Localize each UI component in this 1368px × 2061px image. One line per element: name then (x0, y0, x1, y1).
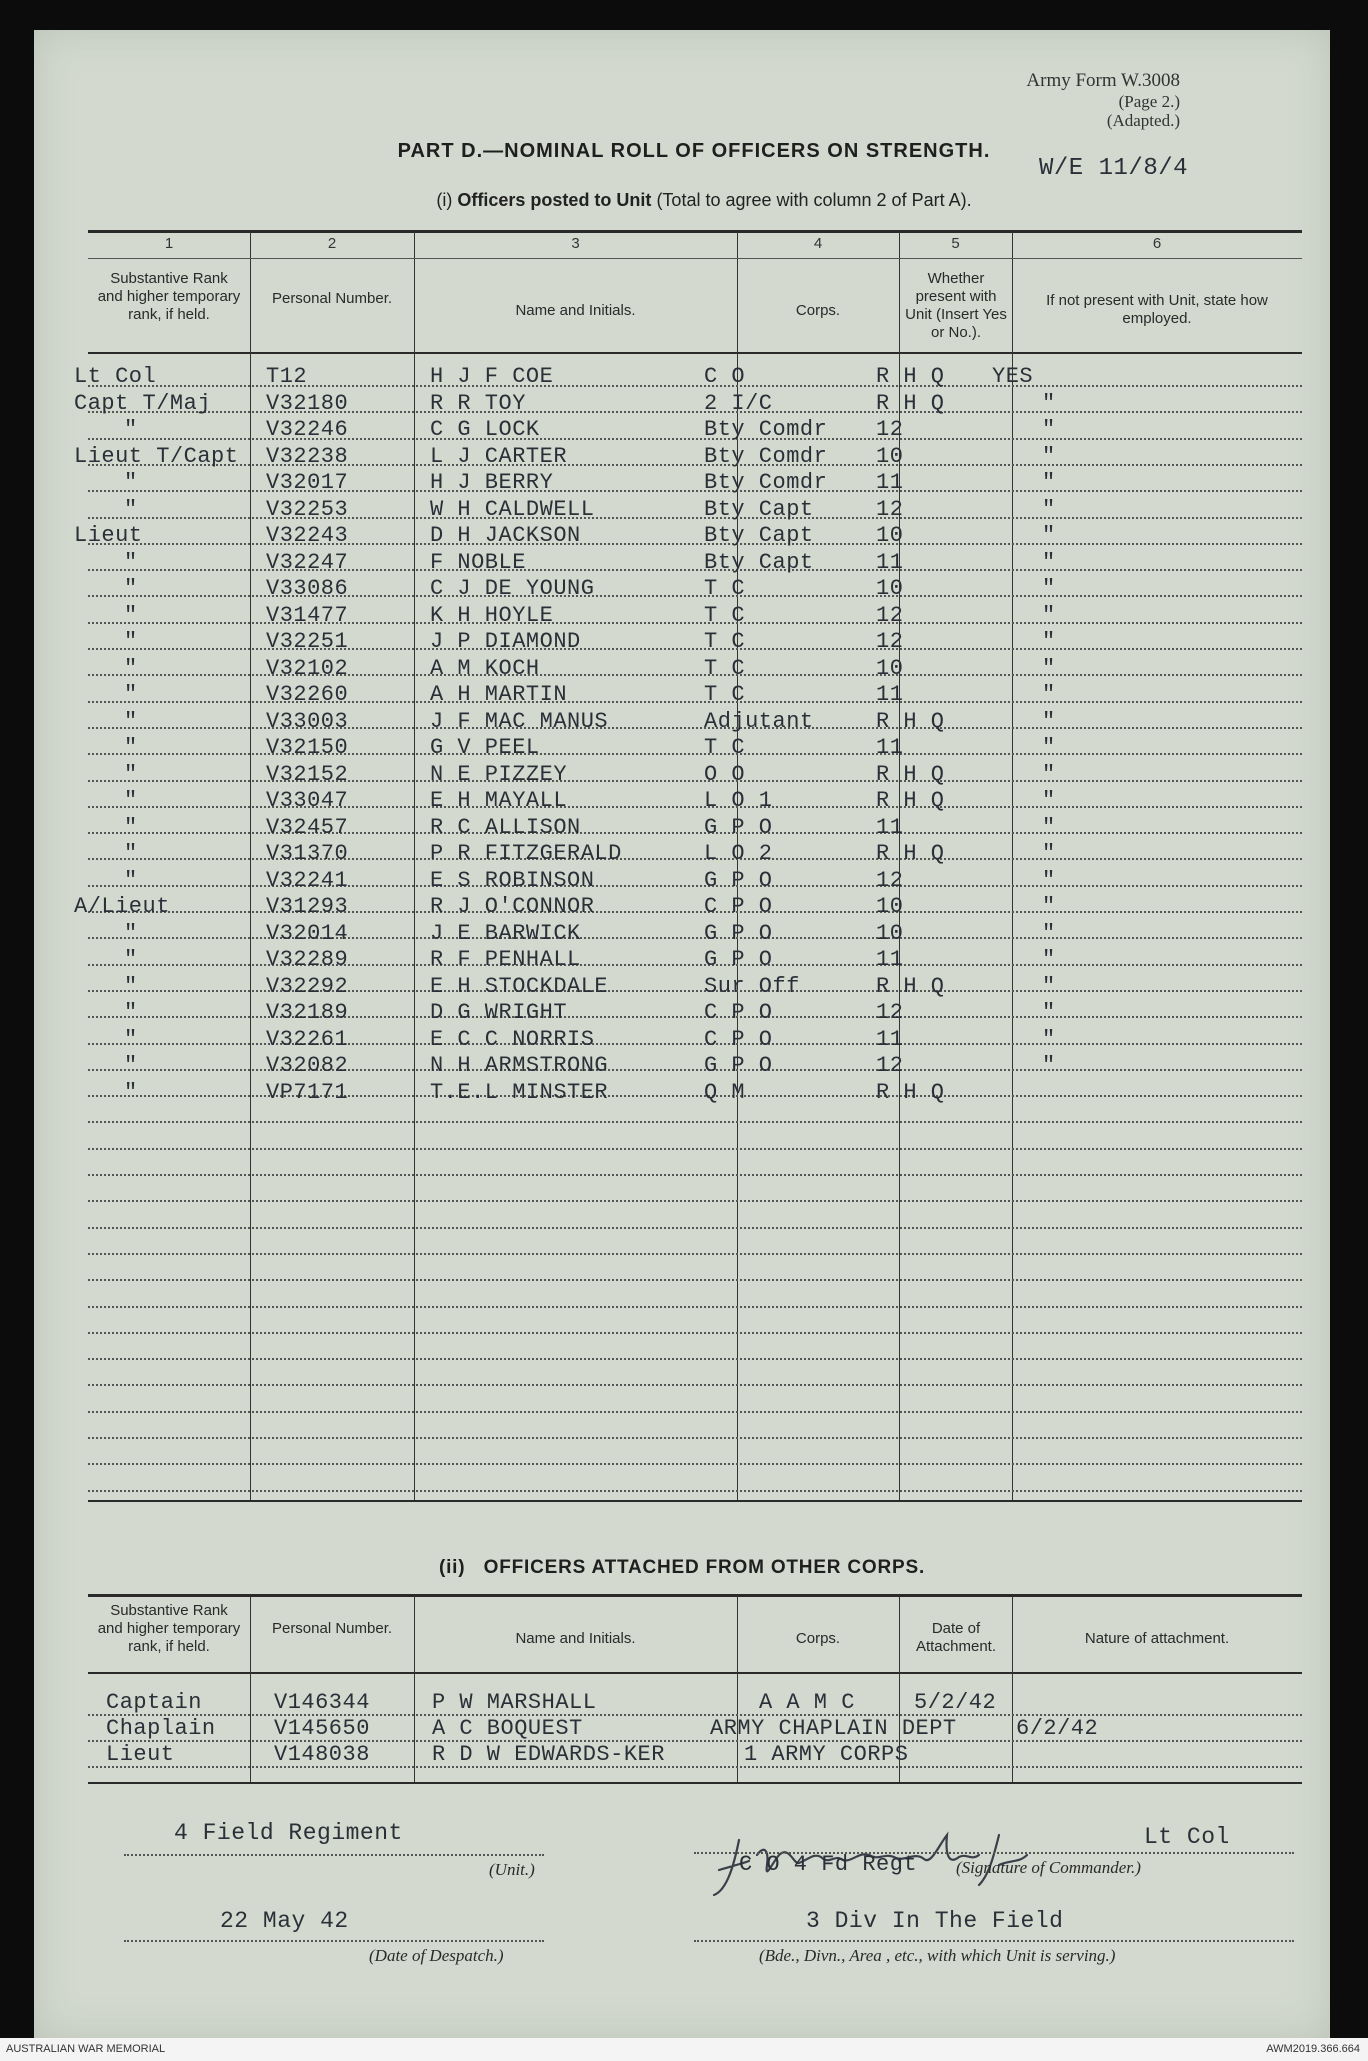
table-row (34, 1027, 1330, 1053)
army-form-number: Army Form W.3008 (1026, 70, 1180, 91)
officer-number: V32289 (266, 947, 349, 972)
officer-number: V32292 (266, 974, 349, 999)
date-caption: (Date of Despatch.) (369, 1946, 504, 1965)
officer-employed: " (1042, 709, 1056, 734)
archive-strip (0, 2038, 1368, 2061)
officer-name: J E BARWICK (430, 921, 581, 946)
signature-dotted-line (694, 1852, 1294, 1855)
section-i-rest: (Total to agree with column 2 of Part A). (656, 190, 972, 210)
despatch-date: 22 May 42 (220, 1908, 349, 1934)
officer-present: R H Q (876, 709, 945, 734)
archive-accession: AWM2019.366.664 (1266, 2043, 1360, 2055)
officer-employed: " (1042, 1027, 1056, 1052)
officer-present: 11 (876, 947, 904, 972)
officer-present: 11 (876, 682, 904, 707)
officer-number: V32152 (266, 762, 349, 787)
unit-location: 3 Div In The Field (806, 1908, 1064, 1934)
dotted-rule (88, 1384, 1302, 1386)
dotted-rule (88, 1332, 1302, 1334)
form-reference (1026, 70, 1180, 131)
att-dotted-1 (88, 1714, 1302, 1716)
officer-name: F NOBLE (430, 550, 526, 575)
officer-corps: C P O (704, 1000, 773, 1025)
officer-rank: " (124, 576, 138, 601)
officer-corps: G P O (704, 1053, 773, 1078)
officer-present: R H Q (876, 841, 945, 866)
att-row-2-name: A C BOQUEST (432, 1716, 583, 1741)
att-row-2-date: 6/2/42 (1016, 1716, 1099, 1741)
table-row (34, 921, 1330, 947)
att-row-1-number: V146344 (274, 1690, 370, 1715)
att-row-2-rank: Chaplain (106, 1716, 216, 1741)
dotted-rule (88, 1411, 1302, 1413)
table-row (34, 947, 1330, 973)
table-row (34, 974, 1330, 1000)
att-divider-2 (414, 1596, 415, 1782)
officer-employed: " (1042, 974, 1056, 999)
officer-rank: A/Lieut (74, 894, 170, 919)
section-ii-num: (ii) (438, 1557, 466, 1578)
table-row (34, 444, 1330, 470)
officer-rank: " (124, 868, 138, 893)
officer-present: 12 (876, 868, 904, 893)
officer-present: 12 (876, 497, 904, 522)
dotted-rule (88, 1306, 1302, 1308)
date-dotted-line (124, 1940, 544, 1943)
officer-number: V32082 (266, 1053, 349, 1078)
officer-number: V32189 (266, 1000, 349, 1025)
form-adapted: (Adapted.) (1106, 111, 1180, 131)
att-row-3-corps: 1 ARMY CORPS (744, 1742, 909, 1767)
att-divider-3 (737, 1596, 738, 1782)
table-row (34, 497, 1330, 523)
officer-rank: " (124, 497, 138, 522)
officer-number: T12 (266, 364, 308, 389)
officer-present: R H Q (876, 1080, 945, 1105)
header-bottom-rule (88, 352, 1302, 354)
officer-corps: G P O (704, 868, 773, 893)
officer-employed: " (1042, 470, 1056, 495)
officer-rank: " (124, 417, 138, 442)
officer-number: V32246 (266, 417, 349, 442)
section-i-num: (i) (436, 190, 453, 210)
officer-present: 12 (876, 1000, 904, 1025)
att-row-1-name: P W MARSHALL (432, 1690, 597, 1715)
signature-role: C O 4 Fd Regt (739, 1852, 918, 1877)
location-dotted-line (694, 1940, 1294, 1943)
officer-employed: " (1042, 1000, 1056, 1025)
table-row (34, 550, 1330, 576)
officer-rank: " (124, 1000, 138, 1025)
officer-corps: Bty Comdr (704, 444, 828, 469)
officer-corps: T C (704, 682, 746, 707)
officer-name: E S ROBINSON (430, 868, 595, 893)
officer-present: 11 (876, 735, 904, 760)
table-top-rule (88, 230, 1302, 233)
officer-number: V32180 (266, 391, 349, 416)
officer-rank: " (124, 974, 138, 999)
officer-rank: Capt T/Maj (74, 391, 212, 416)
att-dotted-2 (88, 1740, 1302, 1742)
officer-name: W H CALDWELL (430, 497, 595, 522)
officer-employed: " (1042, 550, 1056, 575)
table-row (34, 417, 1330, 443)
att-header-number: Personal Number. (271, 1620, 393, 1637)
officer-corps: C P O (704, 1027, 773, 1052)
officer-employed: " (1042, 497, 1056, 522)
officer-employed: " (1042, 629, 1056, 654)
officer-employed: " (1042, 391, 1056, 416)
col-header-name: Name and Initials. (515, 302, 636, 319)
table-row (34, 1000, 1330, 1026)
officer-name: H J BERRY (430, 470, 554, 495)
signature-title: Lt Col (1144, 1824, 1230, 1850)
col-header-number: Personal Number. (271, 290, 393, 307)
dotted-rule (88, 1279, 1302, 1281)
dotted-rule (88, 1121, 1302, 1123)
table-bottom-rule (88, 1500, 1302, 1502)
archive-label: AUSTRALIAN WAR MEMORIAL (6, 2043, 166, 2055)
officer-name: P R FITZGERALD (430, 841, 622, 866)
unit-caption: (Unit.) (489, 1860, 535, 1879)
col-num-6: 6 (1152, 235, 1162, 252)
officer-corps: C P O (704, 894, 773, 919)
officer-name: C G LOCK (430, 417, 540, 442)
officer-number: V32251 (266, 629, 349, 654)
officer-corps: Bty Capt (704, 523, 814, 548)
officer-corps: Bty Comdr (704, 470, 828, 495)
officer-number: V31477 (266, 603, 349, 628)
dotted-rule (88, 1148, 1302, 1150)
officer-corps: L O 2 (704, 841, 773, 866)
att-header-rank: Substantive Rank and higher temporary rank, if held. (97, 1602, 241, 1655)
officer-corps: Sur Off (704, 974, 800, 999)
table-row (34, 576, 1330, 602)
officer-present: 12 (876, 417, 904, 442)
officer-name: J P DIAMOND (430, 629, 581, 654)
officer-present: 10 (876, 523, 904, 548)
officer-employed: " (1042, 417, 1056, 442)
att-row-1-date: 5/2/42 (914, 1690, 997, 1715)
officer-corps: C O (704, 364, 746, 389)
officer-rank: " (124, 788, 138, 813)
table-row (34, 391, 1330, 417)
officer-name: E H STOCKDALE (430, 974, 609, 999)
table-row (34, 603, 1330, 629)
att-row-1-corps: A A M C (759, 1690, 855, 1715)
att-divider-1 (250, 1596, 251, 1782)
officer-present: 10 (876, 656, 904, 681)
officer-present: 10 (876, 444, 904, 469)
officer-employed: " (1042, 788, 1056, 813)
officer-present: 10 (876, 576, 904, 601)
officer-present: R H Q (876, 974, 945, 999)
dotted-rule (88, 1200, 1302, 1202)
officer-number: V32102 (266, 656, 349, 681)
table-row (34, 364, 1330, 390)
attached-header-rule (88, 1672, 1302, 1674)
officer-employed: " (1042, 735, 1056, 760)
officer-rank: " (124, 629, 138, 654)
officer-corps: L O 1 (704, 788, 773, 813)
table-row (34, 762, 1330, 788)
col-num-4: 4 (813, 235, 823, 252)
table-row (34, 841, 1330, 867)
officer-rank: " (124, 762, 138, 787)
officer-name: A H MARTIN (430, 682, 568, 707)
officer-employed: " (1042, 868, 1056, 893)
officer-number: V31293 (266, 894, 349, 919)
table-row (34, 656, 1330, 682)
officer-corps: Bty Capt (704, 497, 814, 522)
officer-name: R J O'CONNOR (430, 894, 595, 919)
officer-name: L J CARTER (430, 444, 568, 469)
att-row-2-number: V145650 (274, 1716, 370, 1741)
location-caption: (Bde., Divn., Area , etc., with which Unit is serving.) (759, 1946, 1116, 1965)
att-header-date: Date of Attachment. (915, 1620, 997, 1655)
officer-number: V32457 (266, 815, 349, 840)
table-row (34, 788, 1330, 814)
col-num-2: 2 (327, 235, 337, 252)
officer-name: D G WRIGHT (430, 1000, 568, 1025)
dotted-rule (88, 1174, 1302, 1176)
officer-employed: " (1042, 603, 1056, 628)
officer-number: V33003 (266, 709, 349, 734)
officer-employed: " (1042, 921, 1056, 946)
officer-present: R H Q (876, 788, 945, 813)
officer-name: R F PENHALL (430, 947, 581, 972)
officer-present: R H Q (876, 762, 945, 787)
att-divider-5 (1012, 1596, 1013, 1782)
officer-number: V32243 (266, 523, 349, 548)
table-row (34, 894, 1330, 920)
officer-present: 11 (876, 815, 904, 840)
table-row (34, 470, 1330, 496)
col-num-5: 5 (951, 235, 960, 252)
officer-employed: " (1042, 762, 1056, 787)
officer-employed: " (1042, 841, 1056, 866)
officer-rank: Lieut (74, 523, 143, 548)
officer-present: R H Q (876, 391, 945, 416)
table-row (34, 1053, 1330, 1079)
att-row-3-rank: Lieut (106, 1742, 175, 1767)
section-ii-text: OFFICERS ATTACHED FROM OTHER CORPS. (483, 1557, 926, 1578)
dotted-rule (88, 1253, 1302, 1255)
section-i-subtitle (334, 190, 1074, 211)
form-sheet (34, 30, 1330, 2038)
officer-rank: " (124, 682, 138, 707)
col-header-corps: Corps. (795, 302, 841, 319)
officer-corps: 2 I/C (704, 391, 773, 416)
officer-name: J F MAC MANUS (430, 709, 609, 734)
attached-bottom-rule (88, 1782, 1302, 1784)
officer-number: V32241 (266, 868, 349, 893)
table-row (34, 868, 1330, 894)
officer-employed: " (1042, 894, 1056, 919)
officer-name: E H MAYALL (430, 788, 568, 813)
section-i-bold: Officers posted to Unit (457, 190, 652, 210)
table-row (34, 709, 1330, 735)
officer-rank: " (124, 1053, 138, 1078)
officer-corps: T C (704, 629, 746, 654)
officer-number: V33086 (266, 576, 349, 601)
officer-name: A M KOCH (430, 656, 540, 681)
part-title: PART D.—NOMINAL ROLL OF OFFICERS ON STRENGTH. (397, 140, 991, 162)
officer-employed: " (1042, 576, 1056, 601)
officer-corps: T C (704, 603, 746, 628)
officer-present: 11 (876, 1027, 904, 1052)
officer-corps: Q M (704, 1080, 746, 1105)
officer-number: V32014 (266, 921, 349, 946)
we-reference: W/E 11/8/4 (1039, 155, 1189, 182)
officer-employed: " (1042, 656, 1056, 681)
officer-present: 12 (876, 1053, 904, 1078)
officer-employed: " (1042, 444, 1056, 469)
officer-corps: Adjutant (704, 709, 814, 734)
att-header-nature: Nature of attachment. (1084, 1630, 1230, 1647)
officer-name: R R TOY (430, 391, 526, 416)
officer-present: 11 (876, 550, 904, 575)
officer-corps: O O (704, 762, 746, 787)
officer-rank: " (124, 1027, 138, 1052)
col-header-present: Whether present with Unit (Insert Yes or No.). (905, 270, 1007, 341)
table-row (34, 523, 1330, 549)
officer-rank: " (124, 735, 138, 760)
officer-name: H J F COE (430, 364, 554, 389)
officer-rank: " (124, 470, 138, 495)
officer-corps: T C (704, 735, 746, 760)
officer-employed: " (1042, 947, 1056, 972)
table-row (34, 735, 1330, 761)
officer-name: C J DE YOUNG (430, 576, 595, 601)
officer-name: G V PEEL (430, 735, 540, 760)
unit-value: 4 Field Regiment (174, 1820, 403, 1846)
officer-name: K H HOYLE (430, 603, 554, 628)
col-num-rule (88, 258, 1302, 259)
officer-corps: Bty Comdr (704, 417, 828, 442)
dotted-rule (88, 1358, 1302, 1360)
table-row (34, 815, 1330, 841)
officer-rank: " (124, 815, 138, 840)
dotted-rule (88, 1490, 1302, 1492)
officer-rank: " (124, 921, 138, 946)
officer-name: N E PIZZEY (430, 762, 568, 787)
att-row-1-rank: Captain (106, 1690, 202, 1715)
officer-number: VP7171 (266, 1080, 349, 1105)
signature-caption: (Signature of Commander.) (956, 1858, 1141, 1877)
officer-employed: YES (992, 364, 1034, 389)
officer-name: T.E.L MINSTER (430, 1080, 609, 1105)
officer-number: V32150 (266, 735, 349, 760)
officer-number: V33047 (266, 788, 349, 813)
officer-corps: G P O (704, 947, 773, 972)
officer-corps: G P O (704, 815, 773, 840)
officer-corps: Bty Capt (704, 550, 814, 575)
officer-rank: Lieut T/Capt (74, 444, 239, 469)
officer-rank: " (124, 550, 138, 575)
officer-number: V32261 (266, 1027, 349, 1052)
table-row (34, 629, 1330, 655)
col-num-3: 3 (571, 235, 580, 252)
officer-corps: T C (704, 576, 746, 601)
officer-number: V32017 (266, 470, 349, 495)
officer-rank: " (124, 603, 138, 628)
att-row-3-name: R D W EDWARDS-KER (432, 1742, 665, 1767)
officer-corps: G P O (704, 921, 773, 946)
officer-name: D H JACKSON (430, 523, 581, 548)
att-header-corps: Corps. (795, 1630, 841, 1647)
officer-present: 10 (876, 921, 904, 946)
col-num-1: 1 (164, 235, 174, 252)
att-row-2-corps: ARMY CHAPLAIN DEPT (710, 1716, 957, 1741)
dotted-rule (88, 1463, 1302, 1465)
officer-employed: " (1042, 682, 1056, 707)
col-header-rank: Substantive Rank and higher temporary rank, if held. (97, 270, 241, 323)
attached-top-rule (88, 1594, 1302, 1597)
col-header-employed: If not present with Unit, state how employed. (1046, 292, 1268, 327)
officer-rank: " (124, 656, 138, 681)
officer-corps: T C (704, 656, 746, 681)
officer-present: R H Q (876, 364, 945, 389)
officer-employed: " (1042, 815, 1056, 840)
table-row (34, 682, 1330, 708)
att-dotted-3 (88, 1766, 1302, 1768)
officer-rank: " (124, 1080, 138, 1105)
officer-number: V31370 (266, 841, 349, 866)
officer-present: 11 (876, 470, 904, 495)
officer-name: R C ALLISON (430, 815, 581, 840)
officer-rank: " (124, 947, 138, 972)
dotted-rule (88, 1437, 1302, 1439)
officer-rank: " (124, 709, 138, 734)
officer-number: V32253 (266, 497, 349, 522)
officer-name: N H ARMSTRONG (430, 1053, 609, 1078)
officer-employed: " (1042, 1053, 1056, 1078)
officer-present: 10 (876, 894, 904, 919)
officer-number: V32260 (266, 682, 349, 707)
section-ii-title (34, 1557, 1330, 1579)
table-row (34, 1080, 1330, 1106)
officer-number: V32247 (266, 550, 349, 575)
att-header-name: Name and Initials. (515, 1630, 636, 1647)
officer-present: 12 (876, 629, 904, 654)
officer-rank: Lt Col (74, 364, 157, 389)
officer-name: E C C NORRIS (430, 1027, 595, 1052)
unit-dotted-line (124, 1854, 544, 1857)
officer-present: 12 (876, 603, 904, 628)
officer-number: V32238 (266, 444, 349, 469)
att-row-3-number: V148038 (274, 1742, 370, 1767)
dotted-rule (88, 1227, 1302, 1229)
form-page: (Page 2.) (1118, 91, 1180, 111)
officer-employed: " (1042, 523, 1056, 548)
officer-rank: " (124, 841, 138, 866)
